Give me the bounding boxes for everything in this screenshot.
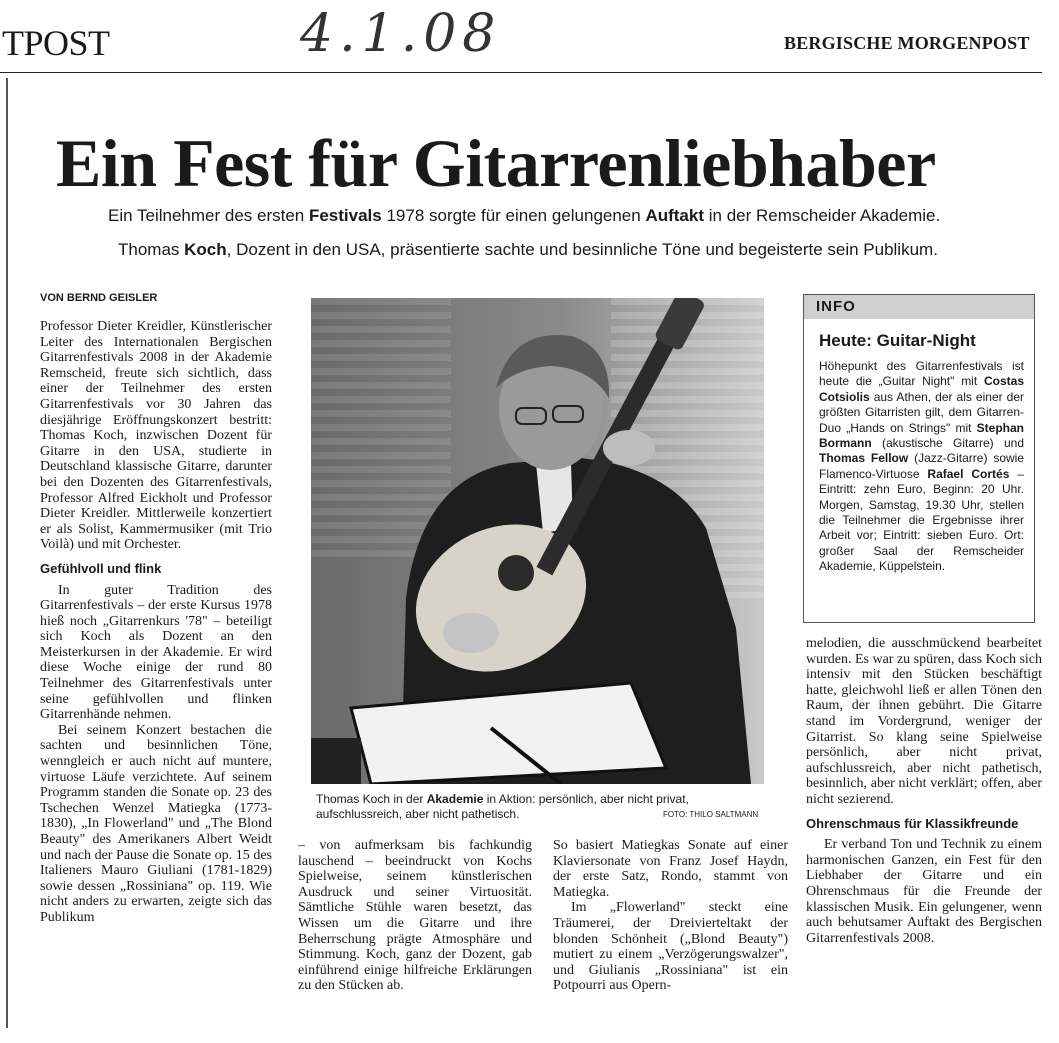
text-run: in der Remscheider Akademie. (704, 206, 941, 225)
paragraph: So basiert Matiegkas Sonate auf einer Klaviersonate von Franz Josef Haydn, der erste Satz, Rondo, stammt von Matiegka. (553, 838, 788, 900)
article-column-4 (806, 636, 1042, 946)
paragraph: Im „Flowerland" steckt eine Träumerei, der Dreivierteltakt der blonden Schönheit („Blond Beauty") mutiert zu einem „Verzögerungswalzer", und Giulianis „Rossiniana" ist ein Potpourri aus Opern- (553, 900, 788, 994)
article-column-2 (298, 838, 532, 994)
paragraph: melodien, die ausschmückend bearbeitet wurden. Es war zu spüren, dass Koch sich intensiv mit den Stücken beschäftigt hatte, gleichwohl ließ er allen Tönen den Raum, der ihnen gebührt. Die Gitarre stand im Vordergrund, weniger der Gitarrist. So klang seine Spielweise persönlich, aber nicht privat, aufschlussreich, aber nicht pathetisch, besinnlich, aber nicht verklärt; offen, aber nicht sezierend. (806, 636, 1042, 807)
article-column-3 (553, 838, 788, 994)
info-box-label: INFO (804, 295, 1034, 319)
paragraph: In guter Tradition des Gitarrenfestivals – der erste Kursus 1978 hieß noch „Gitarrenkurs '78" – beteiligt sich Koch als Dozent an den Meisterkursen in der Akademie. Er wird diese Woche einige der rund 80 Teilnehmer des Gitarrenfestivals unter seine gefühlvollen und flinken Gitarrenhände nehmen. (40, 582, 272, 723)
subheading: Gefühlvoll und flink (40, 560, 162, 576)
masthead-fragment: TPOST (2, 23, 110, 63)
text-run: Akademie (426, 792, 484, 806)
byline: VON BERND GEISLER (40, 292, 158, 304)
text-run: Auftakt (645, 206, 705, 225)
paragraph: Bei seinem Konzert bestachen die sachten und besinnlichen Töne, wenngleich er auch nicht auf muntere, virtuose Läufe verzichtete. Auf seinem Programm standen die Sonate op. 23 des Tschechen Wenzel Matiegka (1773-1830), „In Flowerland" und „The Blond Beauty" des Amerikaners Albert Weidt und nach der Pause die Sonate op. 15 des Italieners Mauro Giuliani (1781-1829) sowie dessen „Rossiniana" op. 119. Wie nicht anders zu erwarten, zeigte sich das Publikum (40, 722, 272, 925)
masthead-rule (0, 72, 1042, 73)
article-column-1 (40, 319, 272, 926)
text-run: – Eintritt: zehn Euro, Beginn: 20 Uhr. Morgen, Samstag, 19.30 Uhr, stellen die Teilnehmer die Ergebnisse ihrer Arbeit vor; Eintritt: sieben Euro. Ort: großer Saal der Remscheider Akademie, Küppelstein. (819, 466, 1024, 574)
info-box-title: Heute: Guitar-Night (819, 331, 976, 350)
text-run: Rafael Cortés (927, 466, 1010, 481)
paragraph: Er verband Ton und Technik zu einem harmonischen Ganzen, ein Fest für den Liebhaber der Gitarre und ein Ohrenschmaus für die Freunde der klassischen Musik. Ein gelungener, wenn auch behutsamer Auftakt des Bergischen Gitarrenfestivals 2008. (806, 837, 1042, 946)
text-run: (Jazz-Gitarre) sowie Flamenco-Virtuose (819, 451, 1025, 481)
text-run: Thomas (118, 240, 185, 259)
text-run: (akustische Gitarre) und (871, 436, 1024, 451)
paragraph: – von aufmerksam bis fachkundig lauschend – beeindruckt von Kochs Spielweise, seinem künstlerischen Ausdruck und seiner Virtuosität. Sämtliche Stühle waren besetzt, das Wissen um die Gitarre und ihre Beherrschung prägte Atmosphäre und Stimmung. Koch, ganz der Dozent, gab einführend einige hilfreiche Erklärungen zu den Stücken ab. (298, 838, 532, 994)
text-run: , Dozent in den USA, präsentierte sachte und besinnliche Töne und begeisterte sein Publikum. (226, 240, 938, 259)
photo-credit: FOTO: THILO SALTMANN (663, 810, 759, 819)
text-run: Thomas Fellow (819, 451, 909, 466)
info-box (803, 294, 1035, 623)
article-photo (311, 298, 764, 784)
text-run: Koch (184, 240, 227, 259)
text-run: Festivals (308, 206, 382, 225)
text-run: aus Athen, der als einer der größten Gitarristen gilt, dem Gitarren-Duo „Hands on Strings" mit (819, 389, 1024, 435)
text-run: 1978 sorgte für einen gelungenen (381, 206, 646, 225)
text-run: Costas Cotsiolis (819, 374, 1024, 404)
text-run: in Aktion: persönlich, aber nicht privat, aufschlussreich, aber nicht pathetisch. (316, 792, 689, 821)
article-headline: Ein Fest für Gitarrenliebhaber (56, 125, 936, 201)
guitarist-photo-illustration (311, 298, 764, 784)
info-box-text (819, 359, 1024, 575)
text-run: Ein Teilnehmer des ersten (108, 206, 309, 225)
page-edge (6, 78, 8, 1028)
subheading: Ohrenschmaus für Klassikfreunde (806, 815, 1019, 831)
handwritten-date: 4.1.08 (300, 4, 502, 64)
text-run: Höhepunkt des Gitarrenfestivals ist heute die „Guitar Night" mit (819, 359, 1024, 389)
text-run: Thomas Koch in der (316, 792, 427, 806)
paragraph: Professor Dieter Kreidler, Künstlerischer Leiter des Internationalen Bergischen Gitarrenfestivals 2008 in der Akademie Remscheid, freute sich sichtlich, dass einer der Teilnehmer des ersten Gitarrenfestivals vor 30 Jahren das diesjährige Eröffnungskonzert bestritt: Thomas Koch, inzwischen Dozent für Gitarre in den USA, studierte in Deutschland klassische Gitarre, darunter bei den Dozenten des Gitarrenfestivals, Professor Alfred Eickholt und Professor Dieter Kreidler. Mittlerweile konzertiert er als Solist, Kammermusiker (mit Trio Voilà) und mit Orchester. (40, 319, 272, 553)
newspaper-name: BERGISCHE MORGENPOST (784, 33, 1030, 53)
article-subline-2 (118, 240, 938, 260)
text-run: Stephan Bormann (819, 420, 1024, 451)
article-subline-1 (108, 206, 940, 226)
